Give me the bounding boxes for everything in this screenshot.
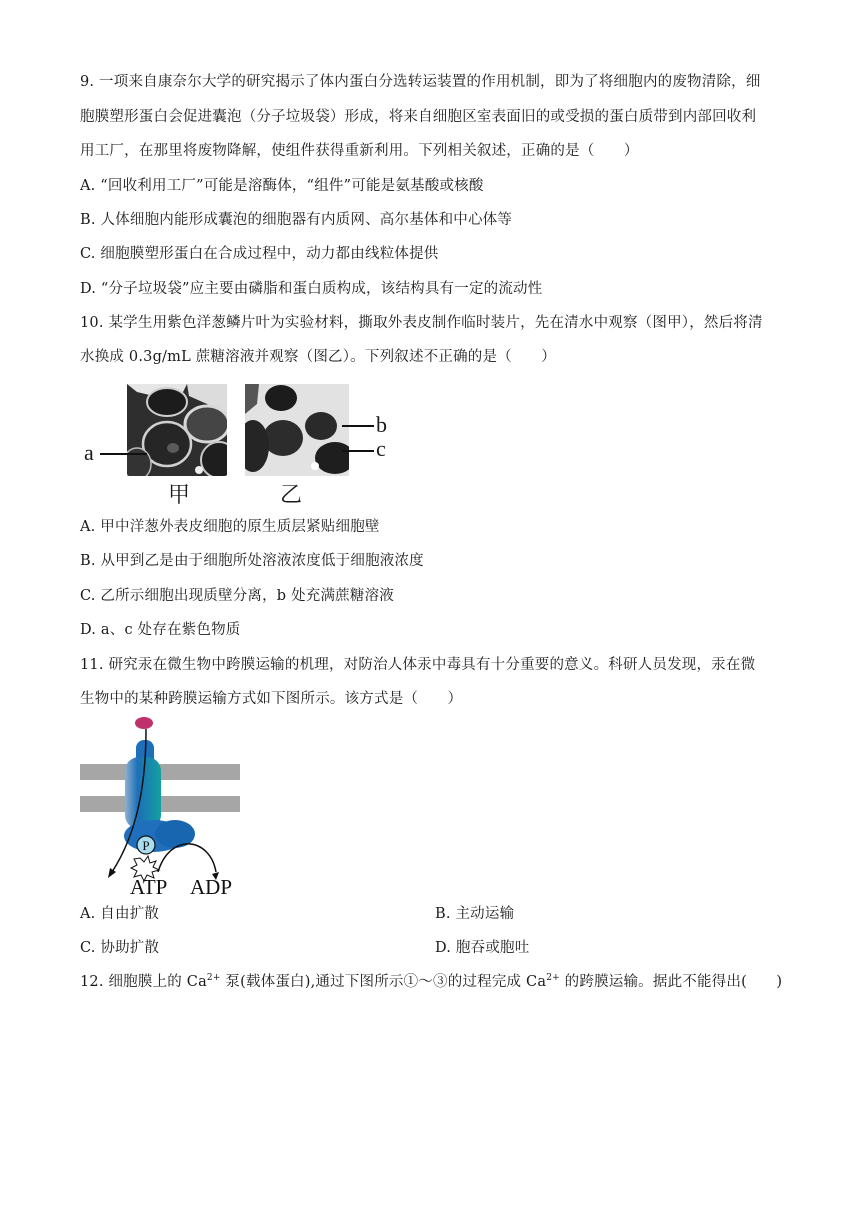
q11-stem-line-2: 生物中的某种跨膜运输方式如下图所示。该方式是（ ） <box>80 691 463 707</box>
label-line-a <box>100 453 147 455</box>
atp-label: ATP <box>130 875 168 898</box>
q9-stem-line-2: 胞膜塑形蛋白会促进囊泡（分子垃圾袋）形成，将来自细胞区室表面旧的或受损的蛋白质带到内部回收利 <box>80 109 757 125</box>
q10-option-d: D. a、c 处存在紫色物质 <box>80 622 241 638</box>
label-line-c <box>342 450 374 452</box>
q12-stem-part-2: 泵(载体蛋白),通过下图所示①～③的过程完成 Ca <box>220 974 547 990</box>
q12-stem <box>80 972 782 992</box>
q11-option-d: D. 胞吞或胞吐 <box>435 940 530 956</box>
q12-superscript-2: 2+ <box>546 973 560 983</box>
plasmolysis-figure <box>80 380 410 508</box>
q12-stem-part-1: 12. 细胞膜上的 Ca <box>80 974 207 990</box>
q12-superscript-1: 2+ <box>206 973 221 983</box>
svg-text:P: P <box>142 838 150 853</box>
label-b: b <box>376 412 387 437</box>
q12-stem-part-3: 的跨膜运输。据此不能得出( ) <box>559 974 783 990</box>
mercury-molecule-icon <box>135 717 153 729</box>
q9-stem-line-1: 9. 一项来自康奈尔大学的研究揭示了体内蛋白分选转运装置的作用机制，即为了将细胞内的废物清除，细 <box>80 74 761 90</box>
q9-option-d: D. “分子垃圾袋”应主要由磷脂和蛋白质构成，该结构具有一定的流动性 <box>80 281 543 297</box>
q11-option-c: C. 协助扩散 <box>80 940 160 956</box>
adp-label: ADP <box>190 875 233 898</box>
micrograph-jia <box>127 384 227 476</box>
q10-stem-line-1: 10. 某学生用紫色洋葱鳞片叶为实验材料，撕取外表皮制作临时装片，先在清水中观察（图甲），然后将清 <box>80 315 763 331</box>
q11-option-b: B. 主动运输 <box>435 906 515 922</box>
active-transport-figure <box>70 712 260 898</box>
label-line-b <box>342 425 374 427</box>
q9-option-a: A. “回收利用工厂”可能是溶酶体，“组件”可能是氨基酸或核酸 <box>80 178 484 194</box>
q9-stem-line-3: 用工厂，在那里将废物降解，使组件获得重新利用。下列相关叙述，正确的是（ ） <box>80 143 639 159</box>
q11-stem-line-1: 11. 研究汞在微生物中跨膜运输的机理，对防治人体汞中毒具有十分重要的意义。科研人员发现，汞在微 <box>80 657 756 673</box>
q9-option-b: B. 人体细胞内能形成囊泡的细胞器有内质网、高尔基体和中心体等 <box>80 212 513 228</box>
q10-option-a: A. 甲中洋葱外表皮细胞的原生质层紧贴细胞壁 <box>80 519 380 535</box>
caption-jia: 甲 <box>168 483 191 508</box>
q10-stem-line-2: 水换成 0.3g/mL 蔗糖溶液并观察（图乙）。下列叙述不正确的是（ ） <box>80 349 556 365</box>
q10-option-c: C. 乙所示细胞出现质壁分离，b 处充满蔗糖溶液 <box>80 588 394 604</box>
q11-option-a: A. 自由扩散 <box>80 906 160 922</box>
label-a: a <box>84 440 94 465</box>
micrograph-yi <box>245 384 349 476</box>
caption-yi: 乙 <box>280 483 303 508</box>
q10-option-b: B. 从甲到乙是由于细胞所处溶液浓度低于细胞液浓度 <box>80 553 424 569</box>
q9-option-c: C. 细胞膜塑形蛋白在合成过程中，动力都由线粒体提供 <box>80 246 439 262</box>
label-c: c <box>376 436 386 461</box>
